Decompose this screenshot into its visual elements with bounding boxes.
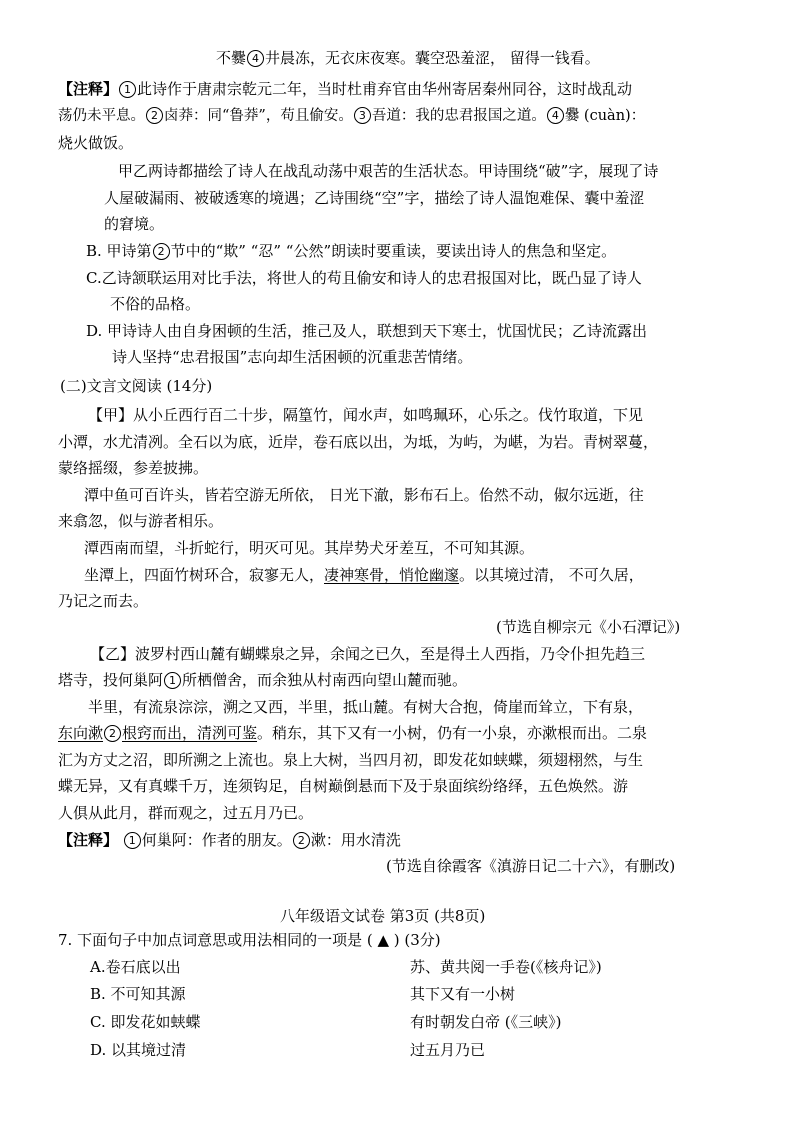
circled-number: 2	[104, 725, 121, 742]
page-footer: 八年级语文试卷 第3页 (共8页)	[280, 907, 486, 925]
jia-line: 乃记之而去。	[58, 592, 149, 610]
yi-source: (节选自徐霞客《滇游日记二十六》，有删改)	[386, 857, 676, 875]
note-label: 【注释】	[58, 80, 119, 98]
underlined-sentence: 东向漱	[58, 724, 104, 742]
jia-text: 。以其境过清， 不可久居，	[459, 566, 644, 584]
q7-option-b-right: 其下又有一小树	[410, 985, 516, 1003]
poem-text: 井晨冻，无衣床夜寒。囊空恐羞涩， 留得一钱看。	[265, 49, 600, 67]
jia-line: 蒙络摇缀，参差披拂。	[58, 459, 209, 477]
poem-line	[216, 48, 600, 68]
jia-line	[84, 565, 644, 585]
circled-number: 1	[164, 672, 181, 689]
note-text: 何巢阿：作者的朋友。	[141, 831, 292, 849]
underlined-sentence: 根窍而出，清洌可鉴	[122, 724, 258, 742]
yi-text: 所栖僧舍，而余独从村南西向望山麓而驰。	[182, 671, 468, 689]
yi-line: 半里，有流泉淙淙，溯之又西，半里，抵山麓。有树大合抱，倚崖而耸立，下有泉，	[88, 698, 644, 716]
option-c-line: 不俗的品格。	[110, 295, 201, 313]
jia-line: 潭中鱼可百许头，皆若空游无所依， 日光下澈，影布石上。佁然不动，俶尔远逝，往	[84, 486, 644, 504]
yi-line	[58, 670, 467, 690]
circled-number: 4	[547, 107, 564, 124]
note-text: 卤莽：同“鲁莽”，苟且偷安。	[164, 108, 353, 124]
option-c-line: C.乙诗颔联运用对比手法，将世人的苟且偷安和诗人的忠君报国对比，既凸显了诗人	[86, 269, 642, 287]
yi-line	[58, 723, 647, 743]
yi-note-line	[58, 830, 401, 850]
q7-option-d-right: 过五月乃已	[410, 1041, 486, 1059]
note-label: 【注释】	[58, 831, 119, 849]
jia-line: 小潭，水尤清冽。全石以为底，近岸，卷石底以出，为坻，为屿，为嵁，为岩。青树翠蔓，	[58, 433, 659, 451]
yi-line: 汇为方丈之沼，即所溯之上流也。泉上大树，当四月初，即发花如蛱蝶，须翅栩然，与生	[58, 751, 644, 769]
q7-option-c-left: C. 即发花如蛱蝶	[90, 1013, 201, 1031]
circled-number: 1	[124, 832, 141, 849]
yi-text: 塔寺，投何巢阿	[58, 671, 164, 689]
q7-option-c-right: 有时朝发白帝 (《三峡》)	[410, 1013, 562, 1031]
yi-line: 蝶无异，又有真蝶千万，连须钩足，自树巅倒悬而下及于泉面缤纷络绎，五色焕然。游	[58, 777, 629, 795]
note-text: 此诗作于唐肃宗乾元二年，当时杜甫弃官由华州寄居秦州同谷，这时战乱动	[137, 80, 633, 98]
option-a-line: 的窘境。	[104, 215, 165, 233]
option-d-line: 诗人坚持“忠君报国”志向却生活困顿的沉重悲苦情绪。	[112, 348, 473, 366]
option-a-line: 人屋破漏雨、被破透寒的境遇；乙诗围绕“空”字，描绘了诗人温饱难保、囊中羞涩	[104, 189, 645, 207]
circled-number: 4	[247, 50, 264, 67]
note-text: 荡仍未平息。	[58, 108, 145, 124]
note-text: 漱：用水清洗	[310, 831, 401, 849]
circled-number: 2	[153, 243, 170, 260]
jia-line: 潭西南而望，斗折蛇行，明灭可见。其岸势犬牙差互，不可知其源。	[84, 539, 535, 557]
option-a-line: 甲乙两诗都描绘了诗人在战乱动荡中艰苦的生活状态。甲诗围绕“破”字，展现了诗	[118, 162, 659, 180]
option-text: 节中的“欺” “忍” “公然”朗读时要重读，要读出诗人的焦急和坚定。	[170, 242, 617, 260]
jia-line: 来翕忽，似与游者相乐。	[58, 512, 224, 530]
note-line	[58, 79, 632, 99]
poem-text: 不爨	[216, 49, 247, 67]
note-text: 吾道：我的忠君报国之道。	[371, 108, 546, 124]
q7-option-a-right: 苏、黄共阅一手卷(《核舟记》)	[410, 958, 602, 976]
q7-option-a-left: A.卷石底以出	[90, 958, 181, 976]
jia-line: 【甲】从小丘西行百二十步，隔篁竹，闻水声，如鸣珮环，心乐之。伐竹取道，下见	[88, 406, 644, 424]
underlined-sentence: 凄神寒骨，悄怆幽邃	[324, 566, 460, 584]
option-text: B. 甲诗第	[86, 242, 152, 260]
option-b-line	[86, 241, 616, 261]
note-line	[58, 133, 133, 153]
q7-option-d-left: D. 以其境过清	[90, 1041, 187, 1059]
note-text: 烧火做饭。	[58, 134, 134, 152]
circled-number: 2	[293, 832, 310, 849]
yi-line: 人俱从此月，群而观之，过五月乃已。	[58, 804, 314, 822]
yi-line: 【乙】波罗村西山麓有蝴蝶泉之异，余闻之已久，至是得土人西指，乃令仆担先趋三	[90, 645, 646, 663]
jia-source: (节选自柳宗元《小石潭记》)	[496, 618, 681, 636]
note-text: 爨 (cuàn)：	[564, 108, 646, 124]
circled-number: 2	[146, 107, 163, 124]
jia-text: 坐潭上，四面竹树环合，寂寥无人，	[84, 566, 325, 584]
circled-number: 1	[119, 81, 136, 98]
section-heading: (二)文言文阅读 (14分)	[60, 377, 213, 395]
note-line	[58, 106, 645, 126]
question-stem: 7. 下面句子中加点词意思或用法相同的一项是 ( ▲ ) (3分)	[58, 931, 441, 949]
yi-text: 。稍东，其下又有一小树，仍有一小泉，亦漱根而出。二泉	[257, 724, 648, 742]
option-d-line: D. 甲诗诗人由自身困顿的生活，推己及人，联想到天下寒士，忧国忧民；乙诗流露出	[86, 322, 648, 340]
q7-option-b-left: B. 不可知其源	[90, 985, 186, 1003]
circled-number: 3	[354, 107, 371, 124]
